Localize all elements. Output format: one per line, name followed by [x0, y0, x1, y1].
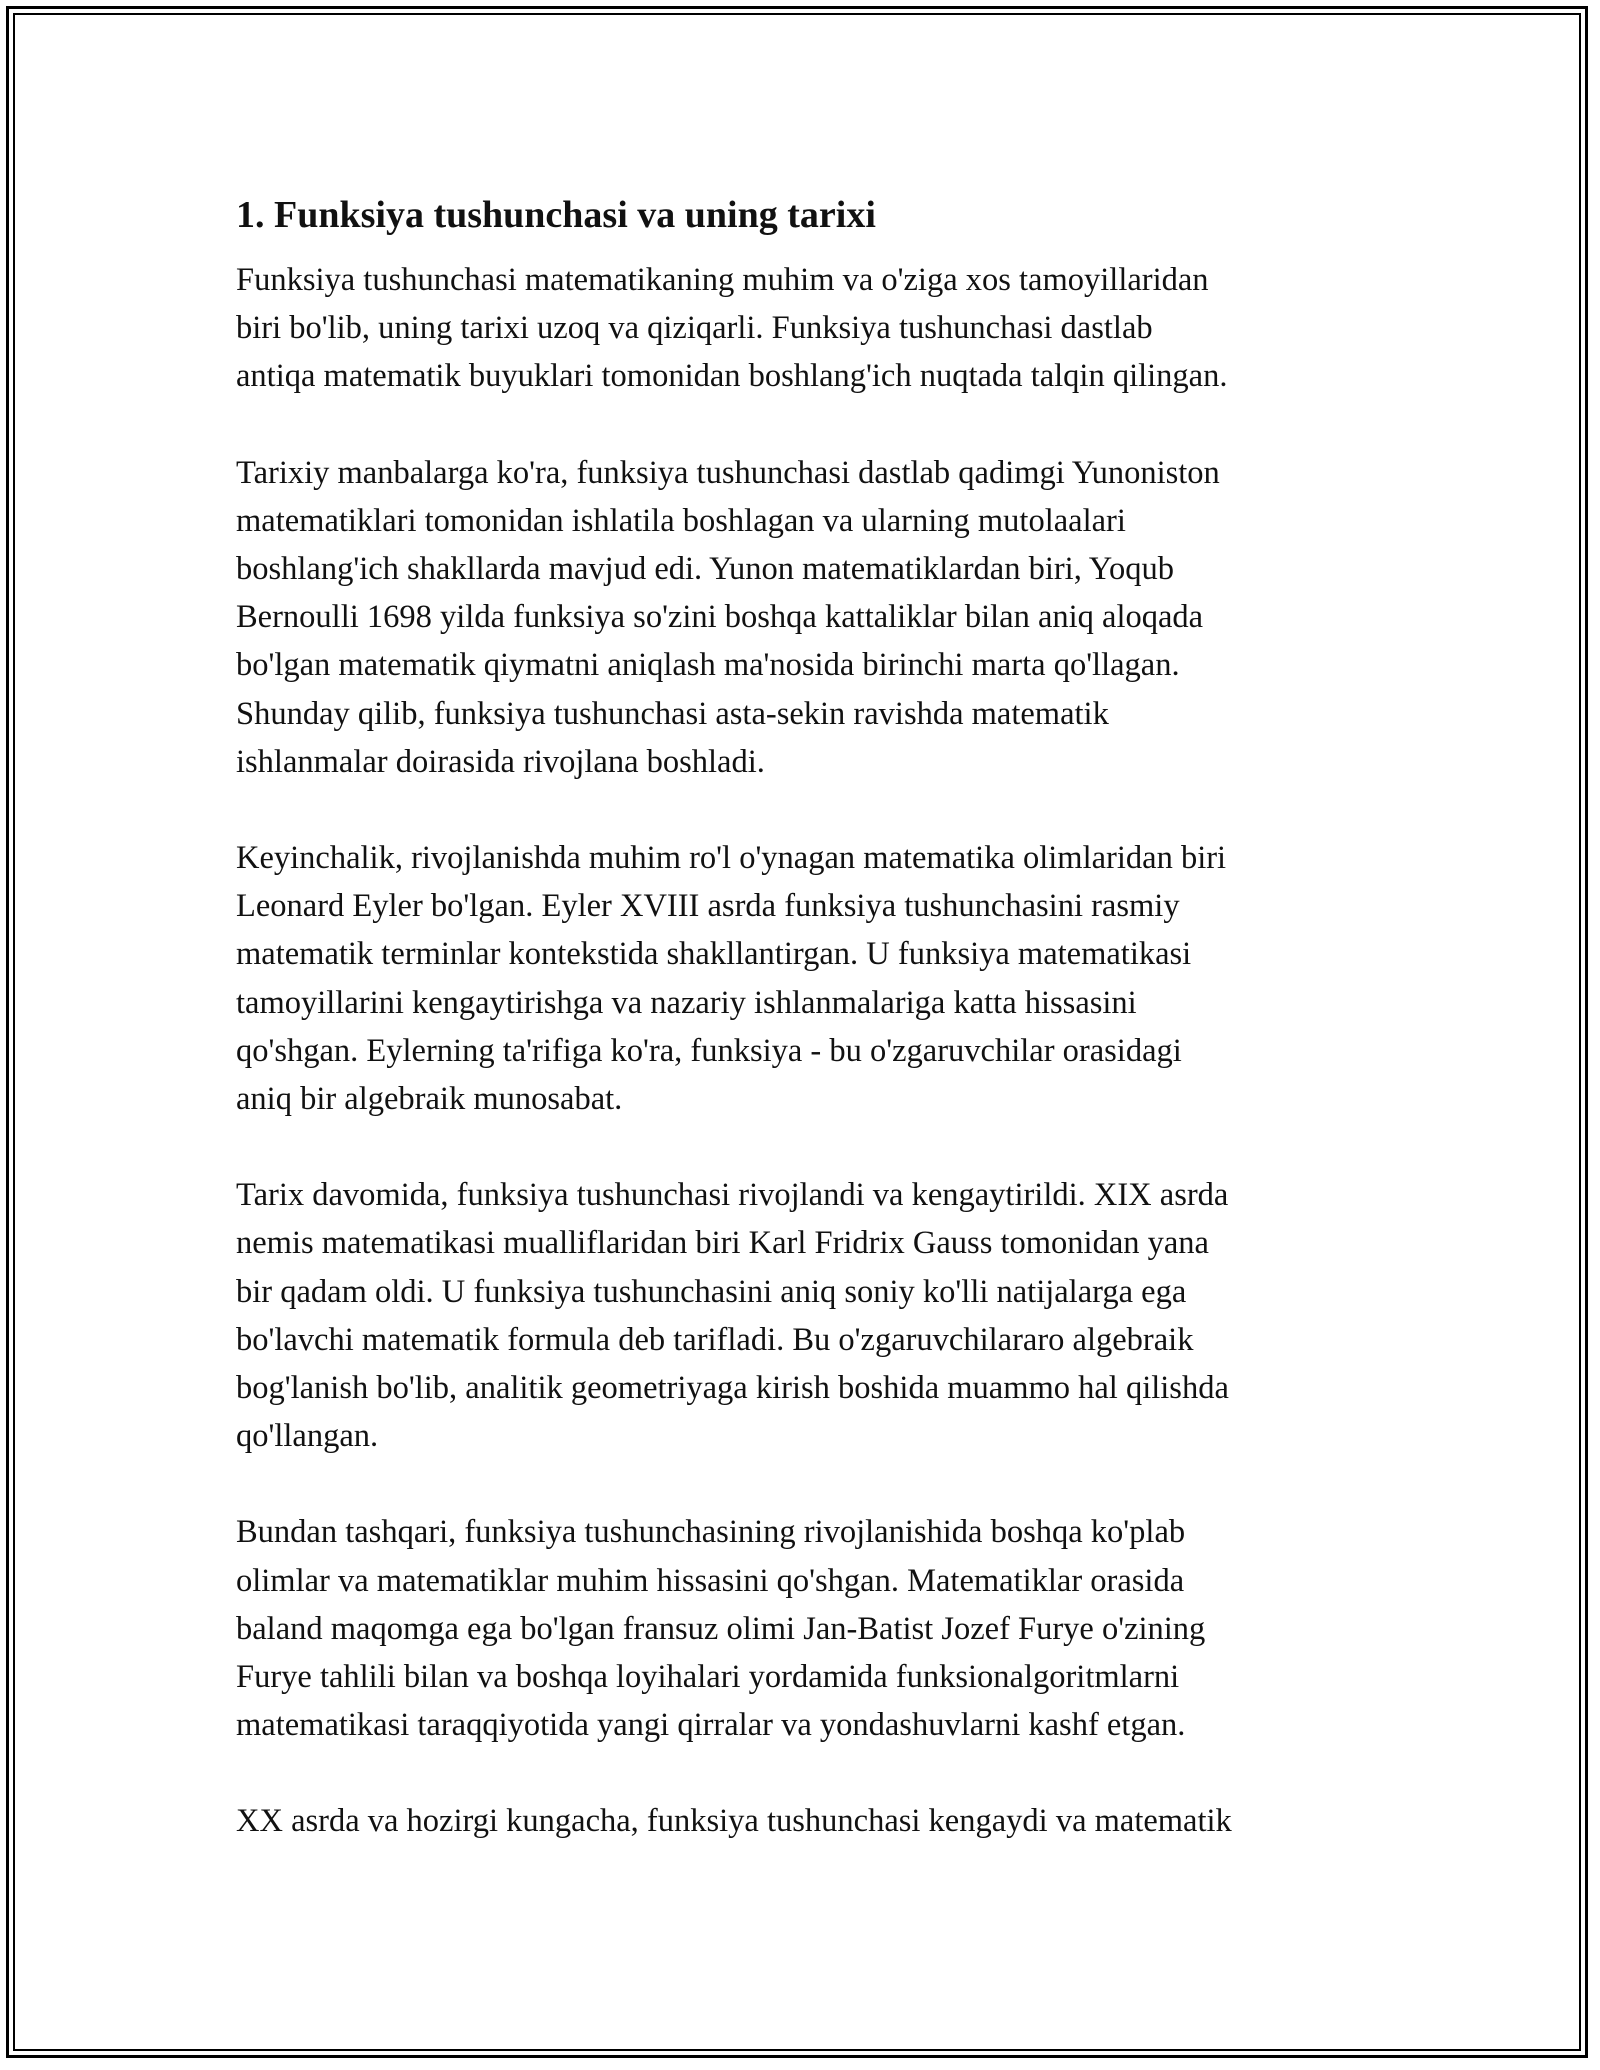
text-line: boshlang'ich shakllarda mavjud edi. Yunon matematiklardan biri, Yoqub: [236, 551, 1174, 588]
text-line: Tarixiy manbalarga ko'ra, funksiya tushunchasi dastlab qadimgi Yunoniston: [236, 454, 1220, 491]
text-line: Leonard Eyler bo'lgan. Eyler XVIII asrda funksiya tushunchasini rasmiy: [236, 888, 1180, 925]
paragraph: [236, 256, 1376, 401]
text-line: antiqa matematik buyuklari tomonidan boshlang'ich nuqtada talqin qilingan.: [236, 358, 1228, 395]
text-line: Bundan tashqari, funksiya tushunchasining rivojlanishida boshqa ko'plab: [236, 1514, 1186, 1551]
text-line: Shunday qilib, funksiya tushunchasi asta-sekin ravishda matematik: [236, 695, 1109, 732]
text-line: baland maqomga ega bo'lgan fransuz olimi Jan-Batist Jozef Furye o'zining: [236, 1610, 1206, 1647]
text-line: qo'llangan.: [236, 1418, 379, 1455]
text-line: Tarix davomida, funksiya tushunchasi rivojlandi va kengaytirildi. XIX asrda: [236, 1177, 1229, 1214]
text-line: qo'shgan. Eylerning ta'rifiga ko'ra, funksiya - bu o'zgaruvchilar orasidagi: [236, 1032, 1182, 1069]
text-line: olimlar va matematiklar muhim hissasini qo'shgan. Matematiklar orasida: [236, 1562, 1185, 1599]
section-heading: 1. Funksiya tushunchasi va uning tarixi: [236, 194, 876, 236]
text-line: bir qadam oldi. U funksiya tushunchasini aniq soniy ko'lli natijalarga ega: [236, 1273, 1187, 1310]
text-line: aniq bir algebraik munosabat.: [236, 1081, 623, 1118]
text-line: matematiklari tomonidan ishlatila boshlagan va ularning mutolaalari: [236, 502, 1126, 539]
text-line: bog'lanish bo'lib, analitik geometriyaga kirish boshida muammo hal qilishda: [236, 1370, 1229, 1407]
text-line: matematik terminlar kontekstida shakllantirgan. U funksiya matematikasi: [236, 936, 1192, 973]
text-line: bo'lavchi matematik formula deb tarifladi. Bu o'zgaruvchilararo algebraik: [236, 1321, 1194, 1358]
text-line: XX asrda va hozirgi kungacha, funksiya tushunchasi kengaydi va matematik: [236, 1803, 1232, 1840]
text-line: biri bo'lib, uning tarixi uzoq va qiziqarli. Funksiya tushunchasi dastlab: [236, 310, 1153, 347]
paragraph: [236, 1171, 1376, 1460]
text-line: Funksiya tushunchasi matematikaning muhim va o'ziga xos tamoyillaridan: [236, 262, 1209, 298]
paragraph: [236, 1797, 1376, 1845]
text-line: nemis matematikasi mualliflaridan biri Karl Fridrix Gauss tomonidan yana: [236, 1225, 1209, 1262]
paragraph: [236, 834, 1376, 1123]
text-line: bo'lgan matematik qiymatni aniqlash ma'nosida birinchi marta qo'llagan.: [236, 647, 1180, 684]
text-line: Bernoulli 1698 yilda funksiya so'zini boshqa kattaliklar bilan aniq aloqada: [236, 599, 1204, 636]
text-line: matematikasi taraqqiyotida yangi qirralar va yondashuvlarni kashf etgan.: [236, 1707, 1186, 1744]
paragraph: [236, 449, 1376, 786]
text-line: Keyinchalik, rivojlanishda muhim ro'l o'ynagan matematika olimlaridan biri: [236, 840, 1227, 877]
paragraph: [236, 1508, 1376, 1749]
text-line: tamoyillarini kengaytirishga va nazariy ishlanmalariga katta hissasini: [236, 984, 1137, 1021]
text-line: ishlanmalar doirasida rivojlana boshladi.: [236, 743, 765, 780]
document-body: [236, 182, 1376, 1846]
text-line: Furye tahlili bilan va boshqa loyihalari yordamida funksionalgoritmlarni: [236, 1659, 1180, 1696]
